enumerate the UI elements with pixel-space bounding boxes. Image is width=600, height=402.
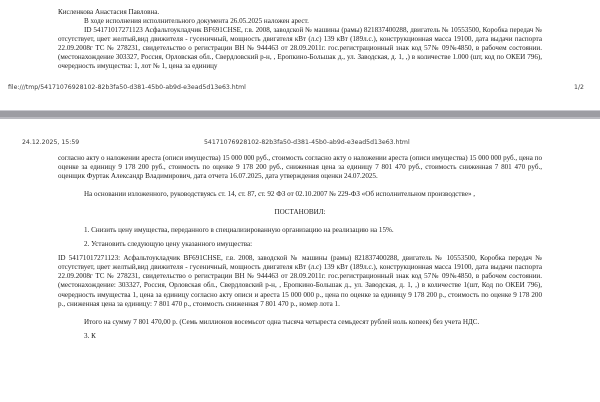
page2-item-2: 2. Установить следующую цену указанного имущества: — [84, 240, 253, 249]
page1-paragraph-arrest: В ходе исполнения исполнительного документа 26.05.2025 наложен арест. — [84, 17, 309, 26]
document-page-2 — [0, 119, 600, 402]
document-page-1 — [0, 0, 600, 110]
page1-paragraph-property: ID 54171017271123 Асфальтоукладчик BF691CHSE, г.в. 2008, заводской № машины (рамы) 821837400288, двигатель № 10553500, Коробка передач № отсутствует, цвет желтый,вид движителя - гусеничный, мощность двигателя кВт (л.с) 139 кВт (189л.с.), конструкционная масса 19100, дата выдачи паспорта 22.09.2008г ТС № 278231, свидетельство о регистрации ВН № 944463 от 28.09.2011г. гос.регистрационный знак код 57№ 09№4850, в рабочем состоянии. (местонахождение 303327, Россия, Орловская обл., Свердловский р-н, , Еропкино-Большак д., ул. Заводская, д. 1, ,) в количестве 1.000 (шт, код по ОКЕИ 796), очередность имущества: 1, лот № 1, цена за единицу — [58, 26, 542, 71]
page2-heading-postanovil: ПОСТАНОВИЛ: — [274, 208, 326, 217]
page2-paragraph-continued: согласно акту о наложении ареста (описи имущества) 15 000 000 руб., стоимость согласно акту о наложении ареста (описи имущества) 15 000 000 руб., цена по оценке за единицу 9 178 200 руб., стоимость по оценке 9 178 200 руб., сниженная цена за единицу 7 801 470 руб., стоимость сниженная 7 801 470 руб., оценщик Фуртак Александр Владимирович, дата отчета 16.07.2025, дата утверждения оценки 24.07.2025. — [58, 154, 542, 181]
page2-item-2-detail: ID 54171017271123: Асфальтоукладчик BF691CHSE, г.в. 2008, заводской № машины (рамы) 821837400288, двигатель № 10553500, Коробка передач № отсутствует, цвет желтый,вид движителя - гусеничный, мощность двигателя кВт (л.с) 139 кВт (189л.с.), конструкционная масса 19100, дата выдачи паспорта 22.09.2008г ТС № 278231, свидетельство о регистрации ВН № 944463 от 28.09.2011г. гос.регистрационный знак код 57№ 09№4850, в рабочем состоянии. (местонахождение: 303327, Россия, Орловская обл., Свердловский р-н, , Еропкино-Большак д., ул. Заводская, д. 1, ,) в количестве 1(шт, Код по ОКЕИ 796), очередность имущества 1, цена за единицу согласно акту описи и ареста 15 000 000 р., цена по оценке за единицу 9 178 200 р., стоимость по оценке 9 178 200 р., сниженная цена за единицу: 7 801 470 р., стоимость сниженная 7 801 470 р., номер лота 1. — [58, 254, 542, 308]
footer-page-number: 1/2 — [574, 84, 584, 91]
header-timestamp: 24.12.2025, 15:59 — [22, 139, 80, 146]
page2-clipped-bottom-line: 3. К — [84, 331, 96, 340]
page1-clipped-top-line: Кисленкова Анастасия Павловна. — [58, 8, 160, 16]
page2-paragraph-legal-basis: На основании изложенного, руководствуясь ст. 14, ст. 87, ст. 92 ФЗ от 02.10.2007 № 229-ФЗ «Об исполнительном производстве» , — [84, 190, 476, 199]
page2-item-1: 1. Снизить цену имущества, переданного в специализированную организацию на реализацию на 15%. — [84, 226, 394, 235]
page2-total-amount: Итого на сумму 7 801 470,00 р. (Семь миллионов восемьсот одна тысяча четыреста семьдесят рублей ноль копеек) без учета НДС. — [84, 317, 480, 326]
header-filename: 54171076928102-82b3fa50-d381-45b0-ab9d-e3ead5d13e63.html — [204, 139, 410, 146]
footer-file-url: file:///tmp/54171076928102-82b3fa50-d381-45b0-ab9d-e3ead5d13e63.html — [8, 84, 246, 91]
